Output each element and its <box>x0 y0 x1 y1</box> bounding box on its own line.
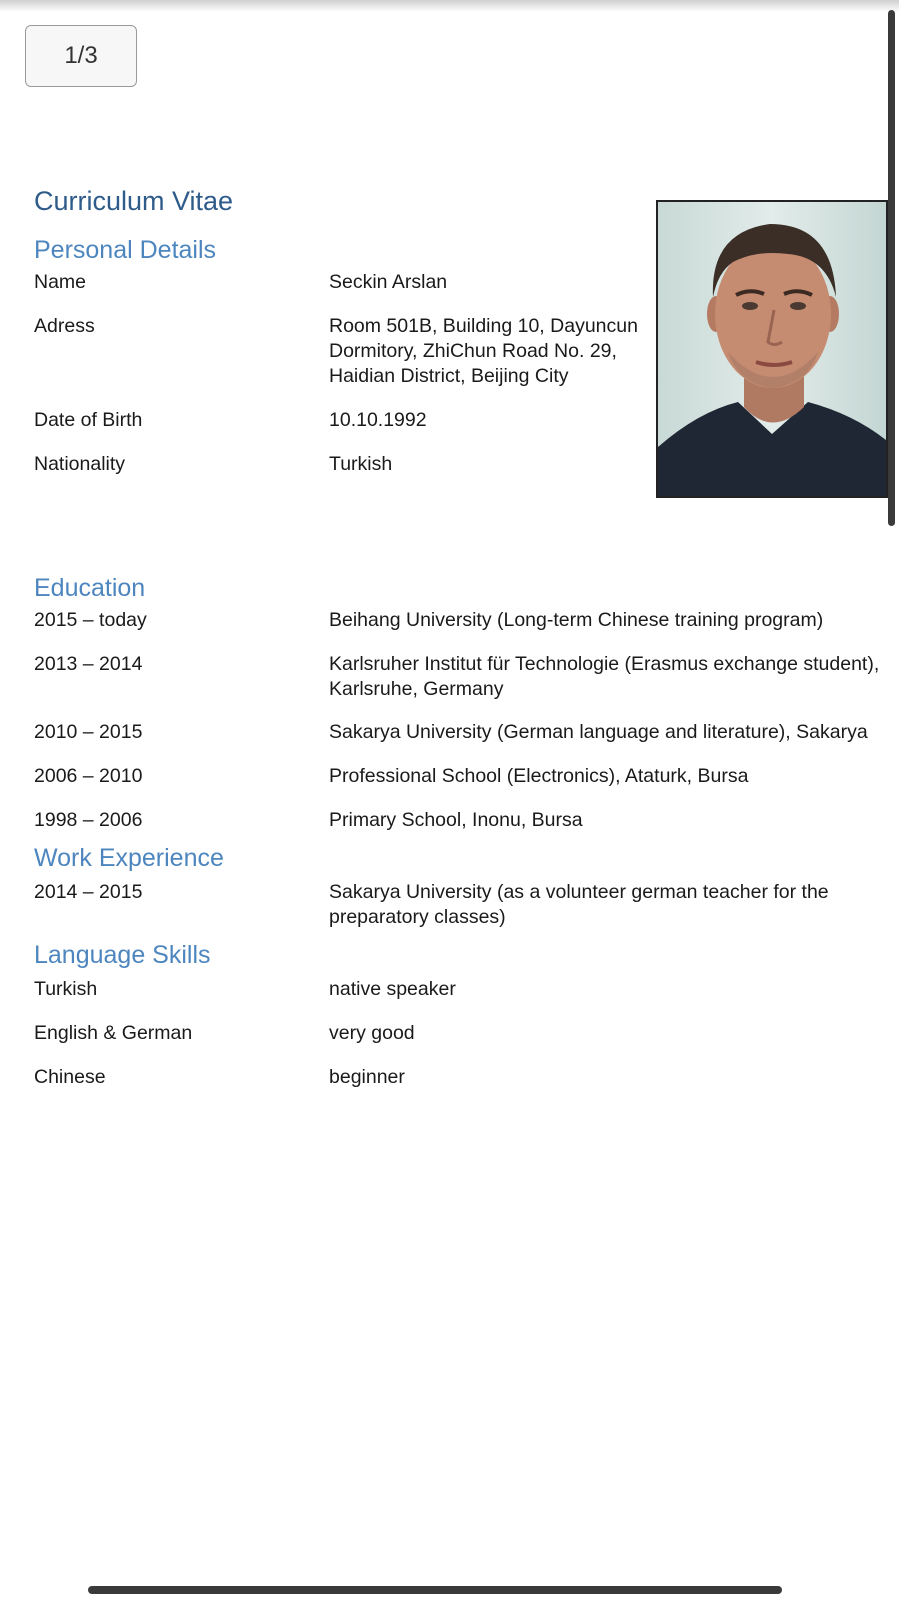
education-value-4: Professional School (Electronics), Ataturk, Bursa <box>329 765 749 787</box>
education-label-4: 2006 – 2010 <box>34 765 143 787</box>
top-edge-shadow <box>0 0 899 12</box>
language-label-1: Turkish <box>34 978 98 1000</box>
education-label-2: 2013 – 2014 <box>34 653 143 675</box>
vertical-scrollbar[interactable] <box>888 10 895 526</box>
personal-value-address: Room 501B, Building 10, Dayuncun Dormitory, ZhiChun Road No. 29, Haidian District, Beijing City <box>329 315 638 387</box>
education-label-3: 2010 – 2015 <box>34 721 143 743</box>
education-value-1: Beihang University (Long-term Chinese training program) <box>329 609 824 631</box>
personal-label-name: Name <box>34 271 87 293</box>
education-value-5: Primary School, Inonu, Bursa <box>329 809 583 831</box>
page-indicator[interactable]: 1/3 <box>25 25 137 87</box>
education-value-3: Sakarya University (German language and literature), Sakarya <box>329 721 868 743</box>
personal-details-heading: Personal Details <box>34 236 217 264</box>
work-experience-heading: Work Experience <box>34 844 224 872</box>
portrait-photo <box>656 200 888 498</box>
personal-value-nationality: Turkish <box>329 453 393 475</box>
language-value-1: native speaker <box>329 978 456 1000</box>
education-heading: Education <box>34 574 146 602</box>
personal-label-address: Adress <box>34 315 95 337</box>
horizontal-scrollbar[interactable] <box>88 1586 782 1594</box>
education-label-5: 1998 – 2006 <box>34 809 143 831</box>
language-value-2: very good <box>329 1022 415 1044</box>
portrait-photo-icon <box>658 202 886 496</box>
personal-value-dob: 10.10.1992 <box>329 409 427 431</box>
education-value-2: Karlsruher Institut für Technologie (Erasmus exchange student), Karlsruhe, Germany <box>329 653 880 700</box>
language-label-2: English & German <box>34 1022 193 1044</box>
language-label-3: Chinese <box>34 1066 106 1088</box>
work-value-1: Sakarya University (as a volunteer german teacher for the preparatory classes) <box>329 881 829 928</box>
personal-value-name: Seckin Arslan <box>329 271 448 293</box>
language-skills-heading: Language Skills <box>34 941 211 969</box>
language-value-3: beginner <box>329 1066 405 1088</box>
personal-label-nationality: Nationality <box>34 453 126 475</box>
document-title: Curriculum Vitae <box>34 186 234 216</box>
personal-label-dob: Date of Birth <box>34 409 143 431</box>
work-label-1: 2014 – 2015 <box>34 881 143 903</box>
education-label-1: 2015 – today <box>34 609 147 631</box>
